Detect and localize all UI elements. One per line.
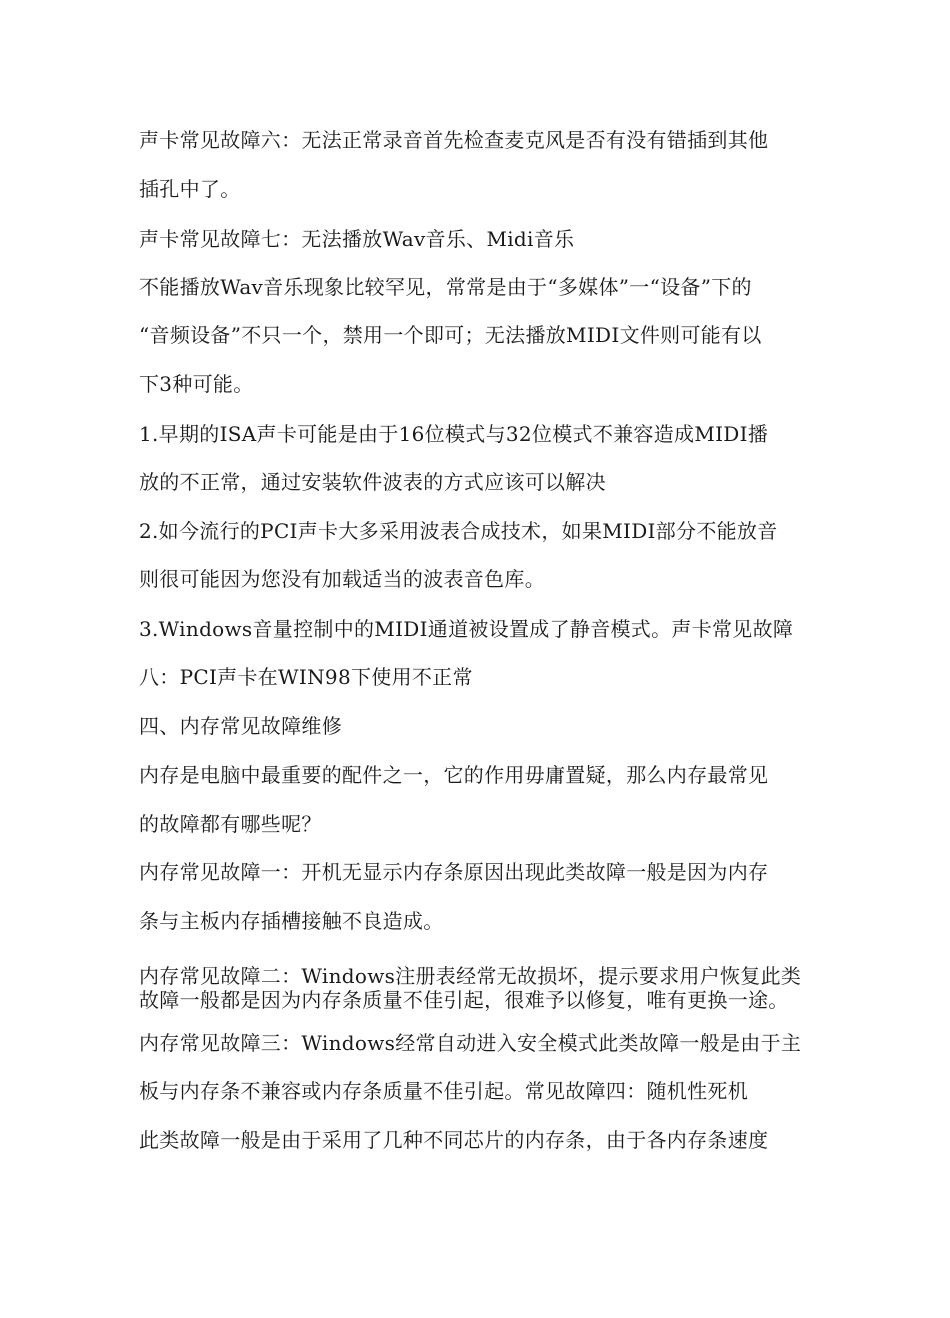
text-line: 故障一般都是因为内存条质量不佳引起，很难予以修复，唯有更换一途。 bbox=[139, 988, 789, 1012]
text-line: “音频设备”不只一个，禁用一个即可；无法播放MIDI文件则可能有以 bbox=[139, 323, 762, 347]
text-line: 内存常见故障一：开机无显示内存条原因出现此类故障一般是因为内存 bbox=[139, 860, 769, 884]
text-line: 下3种可能。 bbox=[139, 372, 254, 396]
text-line: 放的不正常，通过安装软件波表的方式应该可以解决 bbox=[139, 470, 606, 494]
text-line: 2.如今流行的PCI声卡大多采用波表合成技术，如果MIDI部分不能放音 bbox=[139, 519, 778, 543]
text-line: 的故障都有哪些呢？ bbox=[139, 812, 322, 836]
text-line: 声卡常见故障七：无法播放Wav音乐、Midi音乐 bbox=[139, 227, 575, 251]
text-line: 插孔中了。 bbox=[139, 177, 241, 201]
text-line: 则很可能因为您没有加载适当的波表音色库。 bbox=[139, 567, 545, 591]
text-line: 内存常见故障二：Windows注册表经常无故损坏，提示要求用户恢复此类 bbox=[139, 964, 802, 988]
section-heading: 四、内存常见故障维修 bbox=[139, 714, 342, 738]
text-line: 3.Windows音量控制中的MIDI通道被设置成了静音模式。声卡常见故障 bbox=[139, 617, 794, 641]
text-line: 1.早期的ISA声卡可能是由于16位模式与32位模式不兼容造成MIDI播 bbox=[139, 422, 769, 446]
text-line: 此类故障一般是由于采用了几种不同芯片的内存条，由于各内存条速度 bbox=[139, 1128, 769, 1152]
text-line: 八：PCI声卡在WIN98下使用不正常 bbox=[139, 665, 473, 689]
text-line: 板与内存条不兼容或内存条质量不佳引起。常见故障四：随机性死机 bbox=[139, 1079, 748, 1103]
text-line: 内存是电脑中最重要的配件之一，它的作用毋庸置疑，那么内存最常见 bbox=[139, 763, 769, 787]
text-line: 声卡常见故障六：无法正常录音首先检查麦克风是否有没有错插到其他 bbox=[139, 128, 769, 152]
text-line: 内存常见故障三：Windows经常自动进入安全模式此类故障一般是由于主 bbox=[139, 1031, 802, 1055]
text-line: 不能播放Wav音乐现象比较罕见，常常是由于“多媒体”一“设备”下的 bbox=[139, 275, 752, 299]
text-line: 条与主板内存插槽接触不良造成。 bbox=[139, 909, 444, 933]
